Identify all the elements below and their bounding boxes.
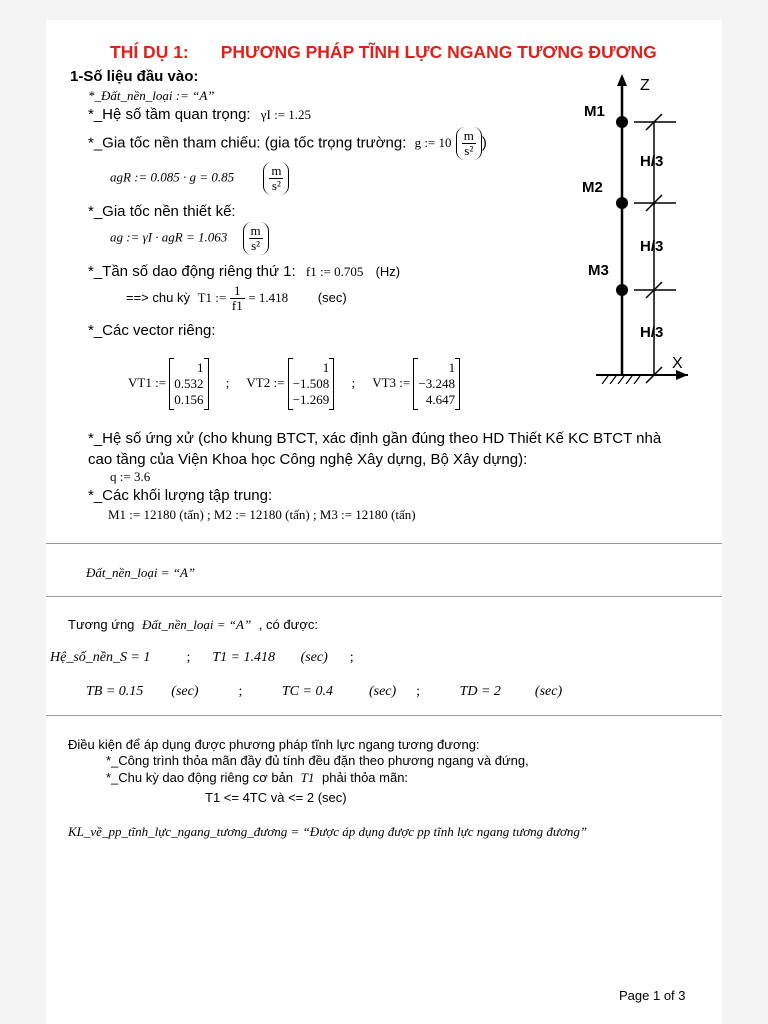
mass-values: M1 := 12180 (tấn) ; M2 := 12180 (tấn) ; M3 := 12180 (tấn) xyxy=(108,507,416,522)
input-heading: 1-Số liệu đầu vào: xyxy=(70,68,199,85)
ag-formula: ag := γI · agR = 1.063 $\frac{m}{\text{s²}}$ xyxy=(110,222,269,255)
corr-values-2: TB = 0.15 (sec) ; TC = 0.4 (sec) ; TD = 2 (sec) xyxy=(86,684,563,699)
period-line: ==> chu kỳ T1 := $\frac{1}{f1}$ = 1.418 (sec) xyxy=(126,283,347,313)
cond-line1: Điều kiện để áp dụng được phương pháp tĩnh lực ngang tương đương: xyxy=(68,737,480,752)
h3-label-2: H/3 xyxy=(640,238,664,255)
vector-vt3: 1 −3.248 4.647 xyxy=(413,358,460,410)
q-value: q := 3.6 xyxy=(110,469,151,484)
divider xyxy=(46,596,722,597)
unit-ms2: $\frac{m}{\text{s²}}$ xyxy=(456,127,482,160)
z-axis-label: Z xyxy=(640,77,650,94)
cond-line3: *_Chu kỳ dao động riêng cơ bản T1 phải thỏa mãn: xyxy=(106,770,409,785)
importance-line: *_Hệ số tầm quan trọng: γI := 1.25 xyxy=(88,106,312,123)
divider xyxy=(46,715,722,716)
soil-echo: Đất_nền_loại = “A” xyxy=(86,565,196,580)
frame-diagram xyxy=(580,74,700,384)
x-axis-label: X xyxy=(672,355,683,372)
conclusion: KL_về_pp_tĩnh_lực_ngang_tương_đương = “Được áp dụng được pp tĩnh lực ngang tương đương” xyxy=(68,824,588,839)
m3-label: M3 xyxy=(588,262,609,279)
behavior-line2: cao tầng của Viện Khoa học Công nghệ Xây dựng, Bộ Xây dựng): xyxy=(88,451,528,468)
corr-line: Tương ứng Đất_nền_loại = “A” , có được: xyxy=(68,617,318,632)
vector-vt1: 1 0.532 0.156 xyxy=(169,358,208,410)
vector-label: *_Các vector riêng: xyxy=(88,322,216,339)
vector-vt2: 1 −1.508 −1.269 xyxy=(288,358,335,410)
agr-line: *_Gia tốc nền tham chiếu: (gia tốc trọng trường: g := 10 $\frac{m}{\text{s²}}$ ) xyxy=(88,128,487,158)
mass-label: *_Các khối lượng tập trung: xyxy=(88,487,273,504)
freq-line: *_Tần số dao động riêng thứ 1: f1 := 0.705 (Hz) xyxy=(88,263,401,280)
agr-formula: agR := 0.085 · g = 0.85 $\frac{m}{\text{s²}}$ xyxy=(110,162,289,195)
soil-def: *_Đất_nền_loại := “A” xyxy=(88,88,215,103)
cond-line4: T1 <= 4TC và <= 2 (sec) xyxy=(205,790,347,805)
page-title: THÍ DỤ 1: PHƯƠNG PHÁP TĨNH LỰC NGANG TƯƠNG ĐƯƠNG xyxy=(110,42,657,62)
divider xyxy=(46,543,722,544)
cond-line2: *_Công trình thỏa mãn đầy đủ tính đều đặn theo phương ngang và đứng, xyxy=(106,753,529,768)
corr-values-1: Hệ_số_nền_S = 1 ; T1 = 1.418 (sec) ; xyxy=(50,650,354,665)
m2-label: M2 xyxy=(582,179,603,196)
behavior-line1: *_Hệ số ứng xử (cho khung BTCT, xác định gần đúng theo HD Thiết Kế KC BTCT nhà xyxy=(88,430,662,447)
h3-label-1: H/3 xyxy=(640,153,664,170)
page-number: Page 1 of 3 xyxy=(619,988,686,1003)
vectors-row: VT1 := 1 0.532 0.156 ; VT2 := 1 −1.508 −1.269 ; VT3 := 1 −3.248 4.647 xyxy=(128,358,460,410)
m1-label: M1 xyxy=(584,103,605,120)
h3-label-3: H/3 xyxy=(640,324,664,341)
ag-label: *_Gia tốc nền thiết kế: xyxy=(88,203,236,220)
